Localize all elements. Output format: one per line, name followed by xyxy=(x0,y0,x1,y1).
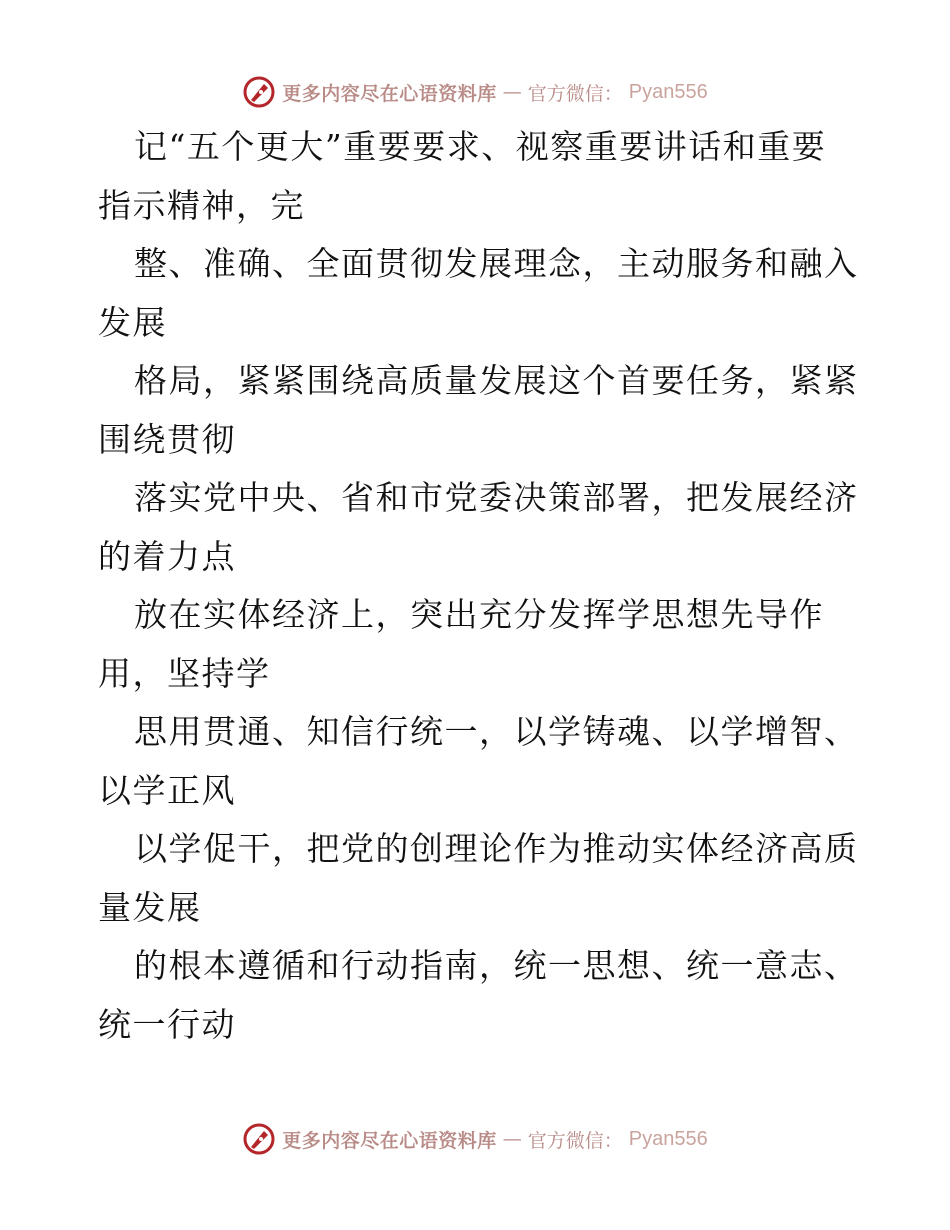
body-line: 指示精神，完 xyxy=(98,185,305,225)
header-separator: — xyxy=(502,81,522,103)
body-line: 落实党中央、省和市党委决策部署，把发展经济 xyxy=(134,478,859,517)
body-line: 格局，紧紧围绕高质量发展这个首要任务，紧紧 xyxy=(134,361,859,400)
body-line: 记“五个更大”重要要求、视察重要讲话和重要 xyxy=(134,127,827,166)
body-line: 整、准确、全面贯彻发展理念，主动服务和融入 xyxy=(134,244,859,283)
header-wechat-label: 官方微信： xyxy=(527,82,623,105)
body-line: 放在实体经济上，突出充分发挥学思想先导作 xyxy=(134,595,824,634)
body-line: 统一行动 xyxy=(98,1004,236,1044)
body-line: 量发展 xyxy=(98,887,202,927)
document-body xyxy=(98,118,858,1054)
pen-nib-circle-icon xyxy=(242,75,276,109)
body-line: 用，坚持学 xyxy=(98,653,271,693)
body-line: 的着力点 xyxy=(98,536,236,576)
body-line: 围绕贯彻 xyxy=(98,419,236,459)
footer-separator: — xyxy=(502,1128,522,1150)
footer-brand-text: 更多内容尽在心语资料库 xyxy=(282,1129,497,1152)
footer-banner xyxy=(0,1119,950,1159)
pen-nib-circle-icon xyxy=(242,1122,276,1156)
body-line: 以学促干，把党的创理论作为推动实体经济高质 xyxy=(134,829,859,868)
body-line: 的根本遵循和行动指南，统一思想、统一意志、 xyxy=(134,946,859,985)
body-line: 以学正风 xyxy=(98,770,236,810)
header-brand-text: 更多内容尽在心语资料库 xyxy=(282,82,497,105)
footer-wechat-label: 官方微信： xyxy=(527,1129,623,1152)
body-line: 思用贯通、知信行统一，以学铸魂、以学增智、 xyxy=(134,712,859,751)
body-line: 发展 xyxy=(98,302,167,342)
header-wechat-id: Pyan556 xyxy=(628,80,708,103)
footer-wechat-id: Pyan556 xyxy=(628,1127,708,1150)
header-banner xyxy=(0,72,950,112)
